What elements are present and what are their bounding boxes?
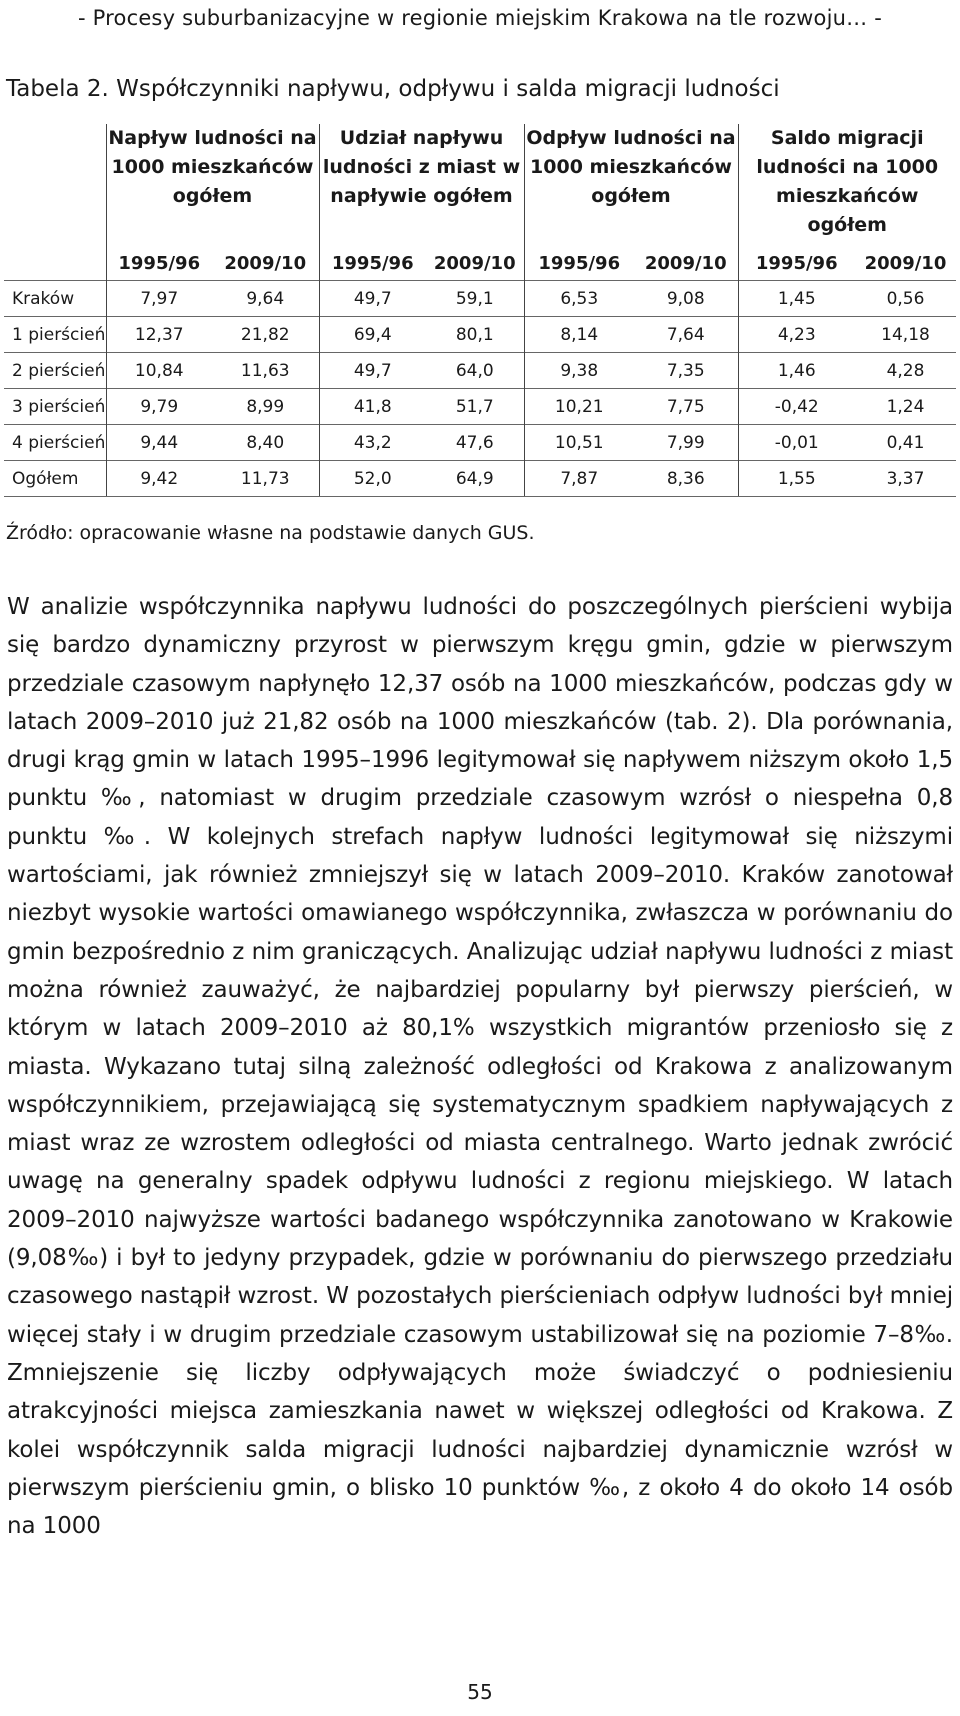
table-cell: 43,2 bbox=[319, 425, 426, 461]
row-label: 1 pierścień bbox=[4, 317, 106, 353]
table-cell: 14,18 bbox=[855, 317, 956, 353]
table-cell: 7,35 bbox=[634, 353, 738, 389]
year-header: 2009/10 bbox=[644, 252, 727, 274]
year-header: 1995/96 bbox=[738, 246, 855, 281]
table-cell: 41,8 bbox=[319, 389, 426, 425]
column-group-inflow: Napływ ludności na 1000 mieszkańców ogółem bbox=[106, 124, 319, 246]
page-number: 55 bbox=[467, 1680, 493, 1704]
table-cell: 11,73 bbox=[212, 461, 319, 497]
table-cell: 7,75 bbox=[634, 389, 738, 425]
table-cell: 11,63 bbox=[212, 353, 319, 389]
table-cell: 9,44 bbox=[106, 425, 212, 461]
column-group-balance: Saldo migracji ludności na 1000 mieszkańców ogółem bbox=[738, 124, 956, 246]
row-label: Kraków bbox=[4, 281, 106, 317]
row-label: Ogółem bbox=[4, 461, 106, 497]
table-row bbox=[4, 353, 956, 389]
table-cell: 9,79 bbox=[106, 389, 212, 425]
table-cell: 51,7 bbox=[426, 389, 524, 425]
table-cell: 1,46 bbox=[738, 353, 855, 389]
running-header: - Procesy suburbanizacyjne w regionie miejskim Krakowa na tle rozwoju… - bbox=[78, 6, 882, 30]
year-header: 1995/96 bbox=[319, 246, 426, 281]
table-cell: -0,01 bbox=[738, 425, 855, 461]
table-cell: 0,41 bbox=[855, 425, 956, 461]
table-source: Źródło: opracowanie własne na podstawie danych GUS. bbox=[6, 522, 535, 544]
row-label: 3 pierścień bbox=[4, 389, 106, 425]
table-cell: 10,21 bbox=[524, 389, 634, 425]
table-cell: 1,45 bbox=[738, 281, 855, 317]
table-cell: 80,1 bbox=[426, 317, 524, 353]
table-cell: 69,4 bbox=[319, 317, 426, 353]
table-row bbox=[4, 425, 956, 461]
corner-cell bbox=[4, 246, 106, 281]
table-cell: 8,40 bbox=[212, 425, 319, 461]
table-cell: 52,0 bbox=[319, 461, 426, 497]
table-row bbox=[4, 461, 956, 497]
table-cell: 49,7 bbox=[319, 281, 426, 317]
table-cell: 7,64 bbox=[634, 317, 738, 353]
body-paragraph: W analizie współczynnika napływu ludności do poszczególnych pierścieni wybija się bardzo dynamiczny przyrost w pierwszym kręgu gmin, gdzie w pierwszym przedziale czasowym napłynęło 12,37 osób na 1000 mieszkańców, podczas gdy w latach 2009–2010 już 21,82 osób na 1000 mieszkańców (tab. 2). Dla porównania, drugi krąg gmin w latach 1995–1996 legitymował się napływem niższym około 1,5 punktu ‰, natomiast w drugim przedziale czasowym wzrósł o niespełna 0,8 punktu ‰. W kolejnych strefach napływ ludności legitymował się niższymi wartościami, jak również zmniejszył się w latach 2009–2010. Kraków zanotował niezbyt wysokie wartości omawianego współczynnika, zwłaszcza w porównaniu do gmin bezpośrednio z nim graniczących. Analizując udział napływu ludności z miast można również zauważyć, że najbardziej popularny był pierwszy pierścień, w którym w latach 2009–2010 aż 80,1% wszystkich migrantów przeniosło się z miasta. Wykazano tutaj silną zależność odległości od Krakowa z analizowanym współczynnikiem, przejawiającą się systematycznym spadkiem napływających z miast wraz ze wzrostem odległości od miasta centralnego. Warto jednak zwrócić uwagę na generalny spadek odpływu ludności z regionu miejskiego. W latach 2009–2010 najwyższe wartości badanego współczynnika zanotowano w Krakowie (9,08‰) i był to jedyny przypadek, gdzie w porównaniu do pierwszego przedziału czasowego nastąpił wzrost. W pozostałych pierścieniach odpływ ludności był mniej więcej stały i w drugim przedziale czasowym ustabilizował się na poziomie 7–8‰. Zmniejszenie się liczby odpływających może świadczyć o podniesieniu atrakcyjności miejsca zamieszkania nawet w większej odległości od Krakowa. Z kolei współczynnik salda migracji ludności najbardziej dynamicznie wzrósł w pierwszym pierścieniu gmin, o blisko 10 punktów ‰, z około 4 do około 14 osób na 1000 bbox=[7, 594, 954, 1540]
table-cell: 64,0 bbox=[426, 353, 524, 389]
corner-cell bbox=[4, 124, 106, 246]
table-cell: 9,42 bbox=[106, 461, 212, 497]
table-cell: 7,99 bbox=[634, 425, 738, 461]
year-header: 2009/10 bbox=[433, 252, 516, 274]
table-cell: 21,82 bbox=[212, 317, 319, 353]
year-header: 2009/10 bbox=[864, 252, 947, 274]
table-cell: 9,64 bbox=[212, 281, 319, 317]
table-cell: 10,84 bbox=[106, 353, 212, 389]
column-group-outflow: Odpływ ludności na 1000 mieszkańców ogółem bbox=[524, 124, 738, 246]
table-cell: 4,23 bbox=[738, 317, 855, 353]
table-cell: 8,14 bbox=[524, 317, 634, 353]
table-cell: 9,38 bbox=[524, 353, 634, 389]
table-cell: 6,53 bbox=[524, 281, 634, 317]
column-group-urban-share: Udział napływu ludności z miast w napływie ogółem bbox=[319, 124, 524, 246]
table-cell: 9,08 bbox=[634, 281, 738, 317]
table-cell: 64,9 bbox=[426, 461, 524, 497]
row-label: 4 pierścień bbox=[4, 425, 106, 461]
table-cell: -0,42 bbox=[738, 389, 855, 425]
table-row bbox=[4, 317, 956, 353]
table-cell: 59,1 bbox=[426, 281, 524, 317]
year-header: 2009/10 bbox=[224, 252, 307, 274]
table-row bbox=[4, 281, 956, 317]
table-cell: 3,37 bbox=[855, 461, 956, 497]
table-cell: 7,87 bbox=[524, 461, 634, 497]
table-cell: 47,6 bbox=[426, 425, 524, 461]
migration-table bbox=[4, 124, 956, 497]
table-cell: 0,56 bbox=[855, 281, 956, 317]
table-cell: 7,97 bbox=[106, 281, 212, 317]
table-cell: 49,7 bbox=[319, 353, 426, 389]
table-cell: 1,55 bbox=[738, 461, 855, 497]
table-caption: Tabela 2. Współczynniki napływu, odpływu i salda migracji ludności bbox=[6, 76, 780, 102]
row-label: 2 pierścień bbox=[4, 353, 106, 389]
table-cell: 8,99 bbox=[212, 389, 319, 425]
table-cell: 12,37 bbox=[106, 317, 212, 353]
table-cell: 1,24 bbox=[855, 389, 956, 425]
year-header: 1995/96 bbox=[106, 246, 212, 281]
table-cell: 10,51 bbox=[524, 425, 634, 461]
year-header: 1995/96 bbox=[524, 246, 634, 281]
table-row bbox=[4, 389, 956, 425]
table-cell: 8,36 bbox=[634, 461, 738, 497]
table-cell: 4,28 bbox=[855, 353, 956, 389]
